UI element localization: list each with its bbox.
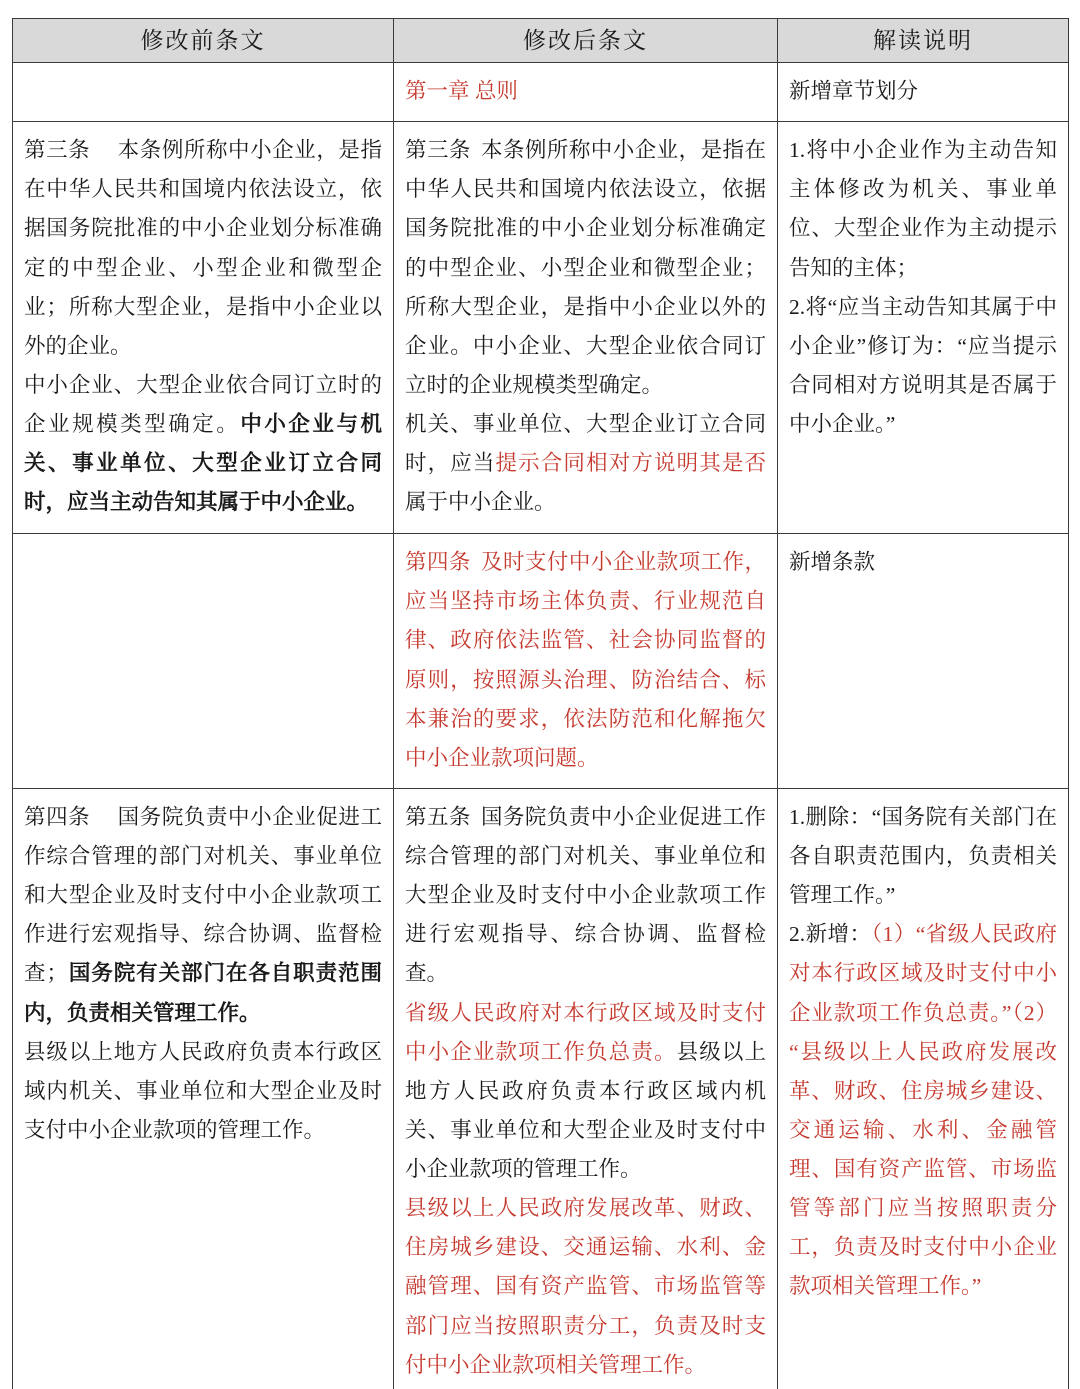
- table-body: [13, 63, 1069, 1389]
- table-row: [13, 788, 1069, 1389]
- article-body: 及时支付中小企业款项工作，应当坚持市场主体负责、行业规范自律、政府依法监管、社会协同监督的原则，按照源头治理、防治结合、标本兼治的要求，依法防范和化解拖欠中小企业款项问题。: [405, 550, 766, 770]
- cell-after-article5: [394, 788, 778, 1389]
- cell-note-article5: [778, 788, 1069, 1389]
- cell-before-empty: [13, 63, 394, 122]
- table-row: [13, 122, 1069, 534]
- paragraph-plain: 国务院负责中小企业促进工作综合管理的部门对机关、事业单位和大型企业及时支付中小企业款项工作进行宏观指导、综合协调、监督检查。: [405, 804, 766, 986]
- after-paragraph-1: [405, 798, 766, 994]
- cell-before-empty: [13, 534, 394, 789]
- article-label: 第五条: [405, 804, 471, 829]
- after-paragraph-2: [405, 405, 766, 522]
- table-row: [13, 63, 1069, 122]
- note-item-1: 1.删除：“国务院有关部门在各自职责范围内，负责相关管理工作。”: [789, 804, 1057, 908]
- before-paragraph-1: [24, 131, 382, 366]
- note-item-2: 2.将“应当主动告知其属于中小企业”修订为：“应当提示合同相对方说明其是否属于中小企业。”: [789, 294, 1057, 436]
- cell-after-article4-new: [394, 534, 778, 789]
- after-paragraph-2: [405, 994, 766, 1190]
- header-row: [13, 19, 1069, 63]
- column-header-note: 解读说明: [778, 19, 1069, 63]
- article-body: 本条例所称中小企业，是指在中华人民共和国境内依法设立，依据国务院批准的中小企业划分标准确定的中型企业、小型企业和微型企业；所称大型企业，是指中小企业以外的企业。: [24, 138, 382, 358]
- amendment-comparison-table: [12, 18, 1069, 1389]
- note-text: 新增章节划分: [789, 79, 919, 103]
- before-paragraph-2: 县级以上地方人民政府负责本行政区域内机关、事业单位和大型企业及时支付中小企业款项的管理工作。: [24, 1039, 382, 1142]
- chapter-heading-text: 第一章 总则: [405, 79, 518, 103]
- cell-note-article4-new: [778, 534, 1069, 789]
- cell-before-article4: [13, 788, 394, 1389]
- note-item-2: [789, 915, 1057, 1306]
- cell-note-chapter: [778, 63, 1069, 122]
- paragraph-bold-emphasis: 国务院有关部门在各自职责范围内，负责相关管理工作。: [24, 961, 382, 1025]
- before-paragraph-1: [24, 798, 382, 1033]
- note-item-2-addition-1: （1）“省级人民政府对本行政区域及时支付中小企业款项工作负总责。”: [789, 922, 1057, 1025]
- note-item-2-label: 2.新增：: [789, 922, 872, 947]
- article-body: 本条例所称中小企业，是指在中华人民共和国境内依法设立，依据国务院批准的中小企业划分标准确定的中型企业、小型企业和微型企业；所称大型企业，是指中小企业以外的企业。中小企业、大型企业依合同订立时的企业规模类型确定。: [405, 138, 766, 397]
- table-row: [13, 534, 1069, 789]
- paragraph-bold-emphasis: 中小企业与机关、事业单位、大型企业订立合同时，应当主动告知其属于中小企业。: [24, 412, 382, 515]
- before-paragraph-2: [24, 366, 382, 523]
- cell-note-article3: [778, 122, 1069, 534]
- article-label: 第四条: [405, 550, 471, 575]
- article-label: 第四条: [24, 804, 91, 829]
- paragraph-plain: 中小企业、大型企业依合同订立时的企业规模类型确定。: [24, 372, 382, 436]
- paragraph-plain-lead: 机关、事业单位、大型企业订立合同时，应当: [405, 412, 766, 476]
- table-header: [13, 19, 1069, 63]
- paragraph-plain: 县级以上地方人民政府负责本行政区域内机关、事业单位和大型企业及时支付中小企业款项的管理工作。: [405, 1039, 766, 1181]
- after-paragraph-3: 县级以上人民政府发展改革、财政、住房城乡建设、交通运输、水利、金融管理、国有资产监管、市场监管等部门应当按照职责分工，负责及时支付中小企业款项相关管理工作。: [405, 1196, 766, 1377]
- after-paragraph-1: [405, 131, 766, 405]
- paragraph-plain-tail: 属于中小企业。: [405, 490, 556, 515]
- note-item-1: 1.将中小企业作为主动告知主体修改为机关、事业单位、大型企业作为主动提示告知的主体；: [789, 138, 1057, 280]
- column-header-before: 修改前条文: [13, 19, 394, 63]
- paragraph-plain: 国务院负责中小企业促进工作综合管理的部门对机关、事业单位和大型企业及时支付中小企业款项工作进行宏观指导、综合协调、监督检查；: [24, 804, 382, 986]
- paragraph-red-insertion: 省级人民政府对本行政区域及时支付中小企业款项工作负总责。: [405, 1000, 766, 1064]
- note-item-2-addition-2: （2）“县级以上人民政府发展改革、财政、住房城乡建设、交通运输、水利、金融管理、国有资产监管、市场监管等部门应当按照职责分工，负责及时支付中小企业款项相关管理工作。”: [789, 1000, 1057, 1299]
- cell-after-article3: [394, 122, 778, 534]
- new-article-paragraph: [405, 543, 766, 778]
- cell-after-chapter: [394, 63, 778, 122]
- article-label: 第三条: [405, 138, 471, 163]
- column-header-after: 修改后条文: [394, 19, 778, 63]
- article-label: 第三条: [24, 138, 91, 163]
- note-text: 新增条款: [789, 550, 876, 575]
- paragraph-red-insertion: 提示合同相对方说明其是否: [495, 451, 766, 476]
- cell-before-article3: [13, 122, 394, 534]
